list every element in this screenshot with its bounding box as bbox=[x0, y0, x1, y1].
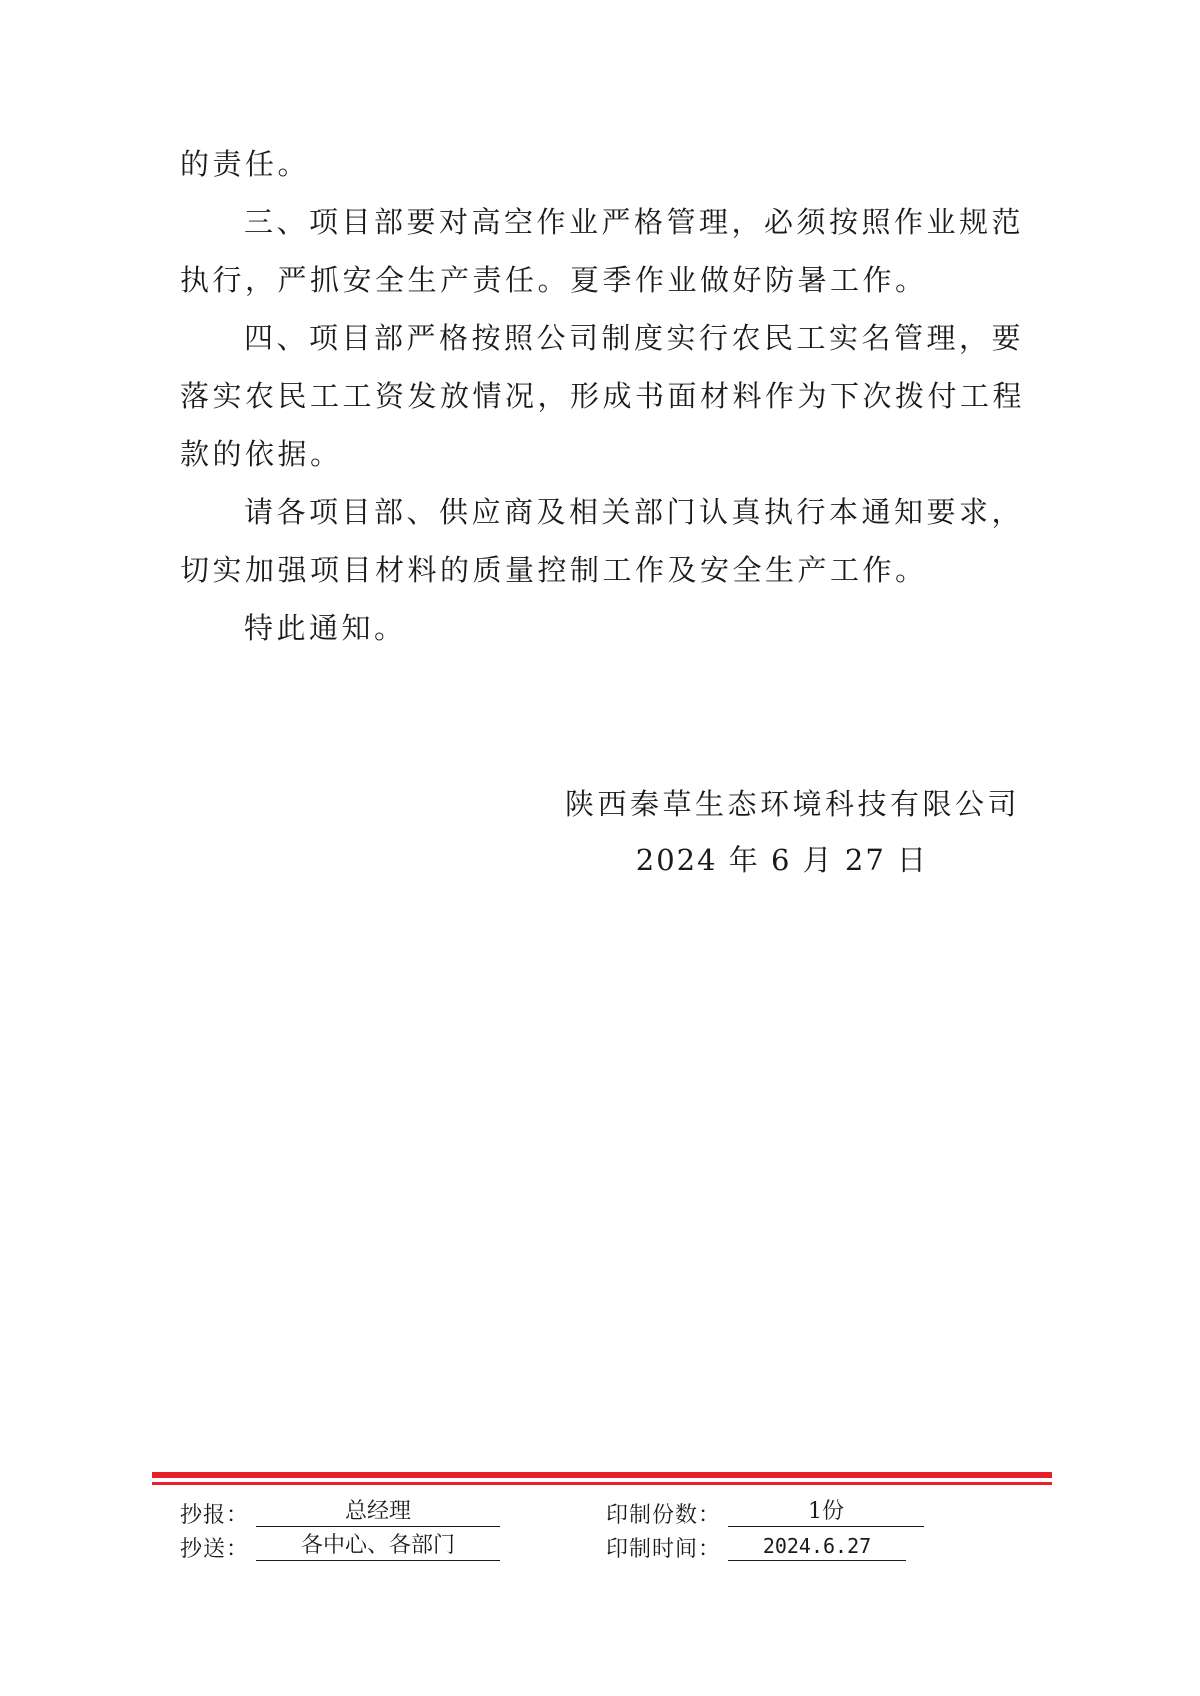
issuing-company: 陕西秦草生态环境科技有限公司 bbox=[564, 787, 1020, 821]
send-value: 各中心、各部门 bbox=[256, 1532, 500, 1561]
copies-label: 印制份数： bbox=[606, 1503, 722, 1528]
copies-value: 1份 bbox=[728, 1498, 924, 1527]
body-line-1: 的责任。 bbox=[180, 147, 311, 181]
body-line-5: 落实农民工工资发放情况，形成书面材料作为下次拨付工程 bbox=[180, 379, 1026, 413]
body-line-8: 切实加强项目材料的质量控制工作及安全生产工作。 bbox=[180, 553, 928, 587]
report-value: 总经理 bbox=[256, 1498, 500, 1527]
print-time-label: 印制时间： bbox=[606, 1537, 722, 1562]
send-label: 抄送： bbox=[180, 1537, 250, 1562]
footer-row-send bbox=[180, 1532, 1040, 1564]
body-line-9: 特此通知。 bbox=[244, 611, 407, 645]
footer-row-report bbox=[180, 1498, 1040, 1530]
body-line-2: 三、项目部要对高空作业严格管理，必须按照作业规范 bbox=[244, 205, 1025, 239]
footer-rule-thick bbox=[152, 1472, 1052, 1478]
report-label: 抄报： bbox=[180, 1503, 250, 1528]
body-line-6: 款的依据。 bbox=[180, 437, 343, 471]
body-line-4: 四、项目部严格按照公司制度实行农民工实名管理，要 bbox=[244, 321, 1025, 355]
body-line-3: 执行，严抓安全生产责任。夏季作业做好防暑工作。 bbox=[180, 263, 928, 297]
notice-body bbox=[180, 135, 1026, 657]
footer-rule-thin bbox=[152, 1482, 1052, 1485]
issue-date: 2024 年 6 月 27 日 bbox=[635, 843, 928, 877]
print-time-value: 2024.6.27 bbox=[728, 1532, 906, 1561]
body-line-7: 请各项目部、供应商及相关部门认真执行本通知要求， bbox=[244, 495, 1025, 529]
